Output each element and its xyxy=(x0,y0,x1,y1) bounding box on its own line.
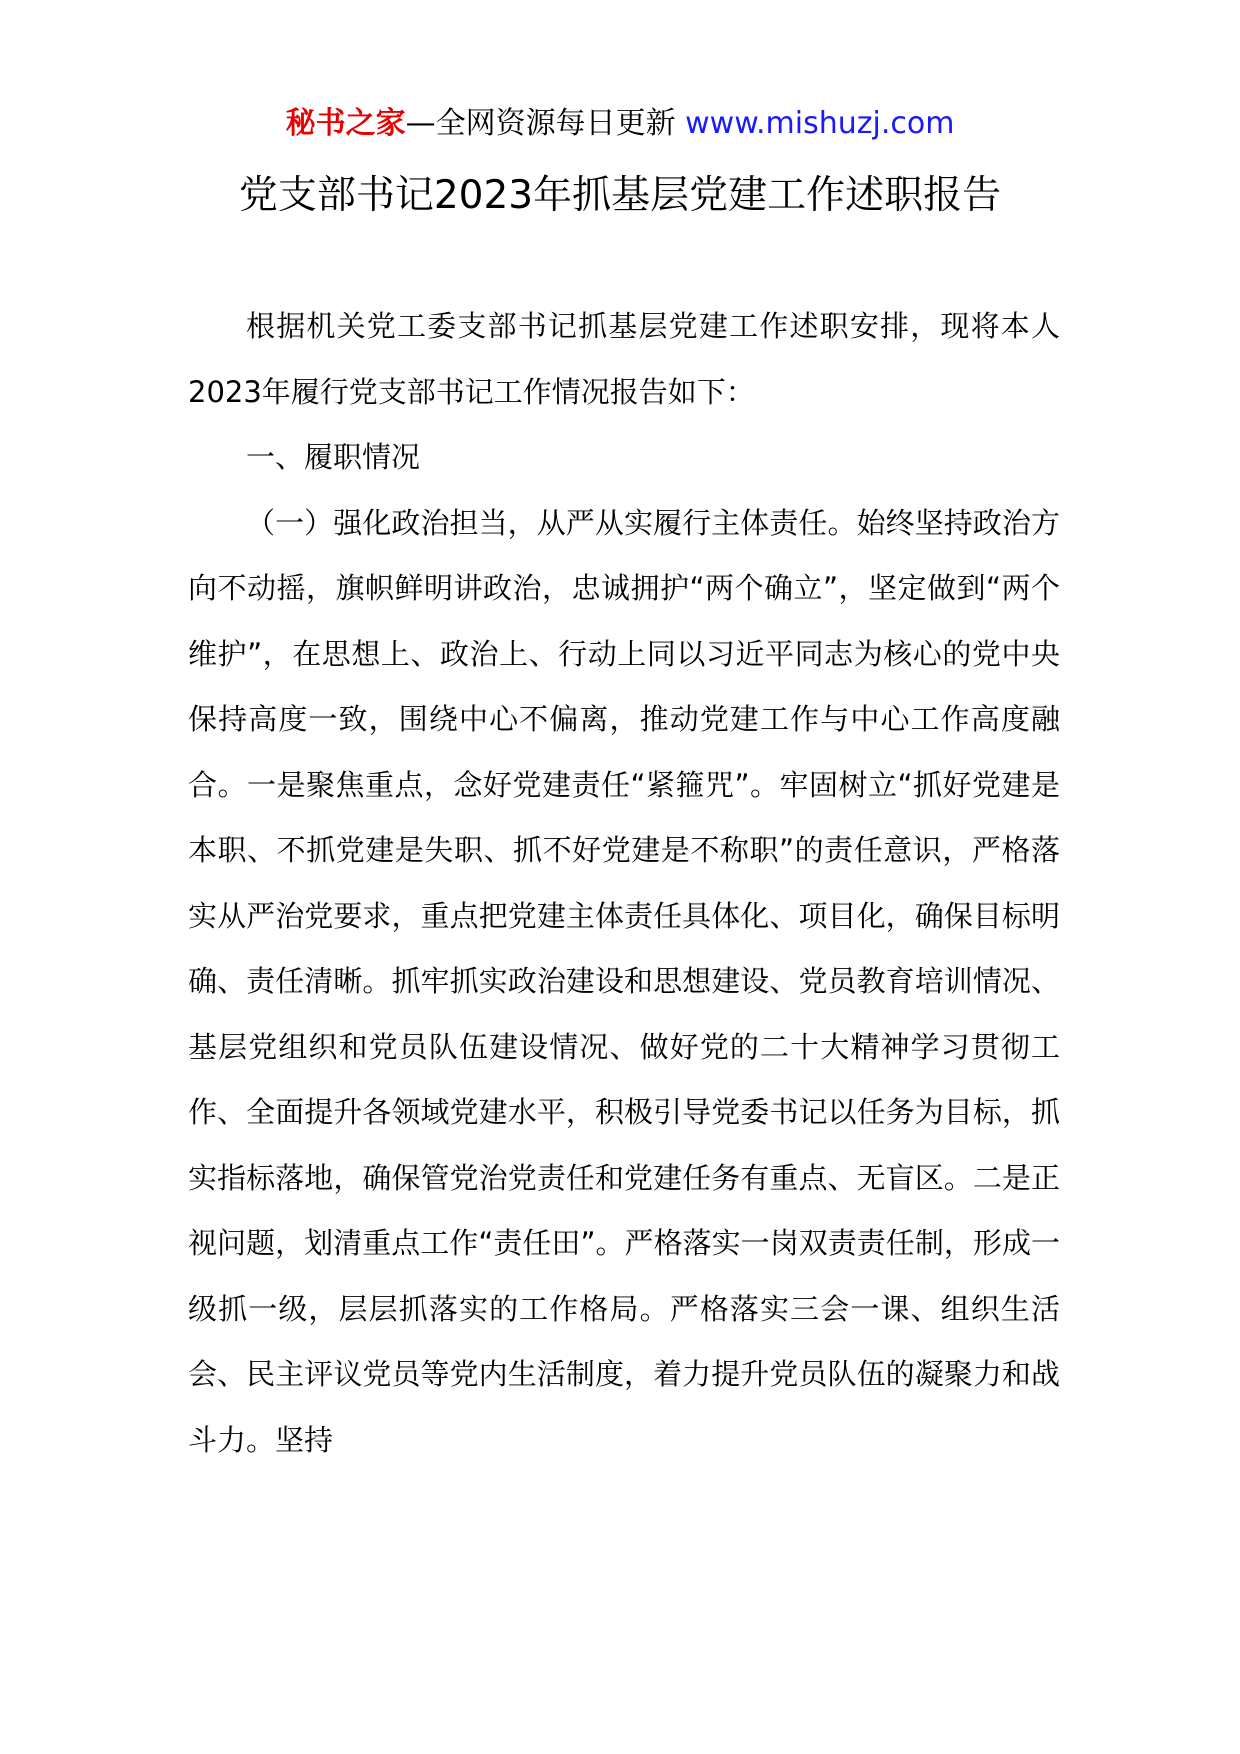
document-title: 党支部书记2023年抓基层党建工作述职报告 xyxy=(238,173,1002,218)
body-paragraph: （一）强化政治担当，从严从实履行主体责任。始终坚持政治方向不动摇，旗帜鲜明讲政治，忠诚拥护“两个确立”，坚定做到“两个维护”，在思想上、政治上、行动上同以习近平同志为核心的党中央保持高度一致，围绕中心不偏离，推动党建工作与中心工作高度融合。一是聚焦重点，念好党建责任“紧箍咒”。牢固树立“抓好党建是本职、不抓党建是失职、抓不好党建是不称职”的责任意识，严格落实从严治党要求，重点把党建主体责任具体化、项目化，确保目标明确、责任清晰。抓牢抓实政治建设和思想建设、党员教育培训情况、基层党组织和党员队伍建设情况、做好党的二十大精神学习贯彻工作、全面提升各领域党建水平，积极引导党委书记以任务为目标，抓实指标落地，确保管党治党责任和党建任务有重点、无盲区。二是正视问题，划清重点工作“责任田”。严格落实一岗双责责任制，形成一级抓一级，层层抓落实的工作格局。严格落实三会一课、组织生活会、民主评议党员等党内生活制度，着力提升党员队伍的凝聚力和战斗力。坚持 xyxy=(188,505,1060,1457)
site-header xyxy=(0,104,1240,144)
intro-paragraph: 根据机关党工委支部书记抓基层党建工作述职安排，现将本人2023年履行党支部书记工作情况报告如下： xyxy=(188,309,1060,409)
header-tagline: —全网资源每日更新 xyxy=(405,106,676,141)
brand-name: 秘书之家 xyxy=(285,106,406,141)
site-url-link[interactable]: www.mishuzj.com xyxy=(685,106,955,141)
document-body xyxy=(188,294,1060,1473)
section-heading: 一、履职情况 xyxy=(246,440,421,474)
